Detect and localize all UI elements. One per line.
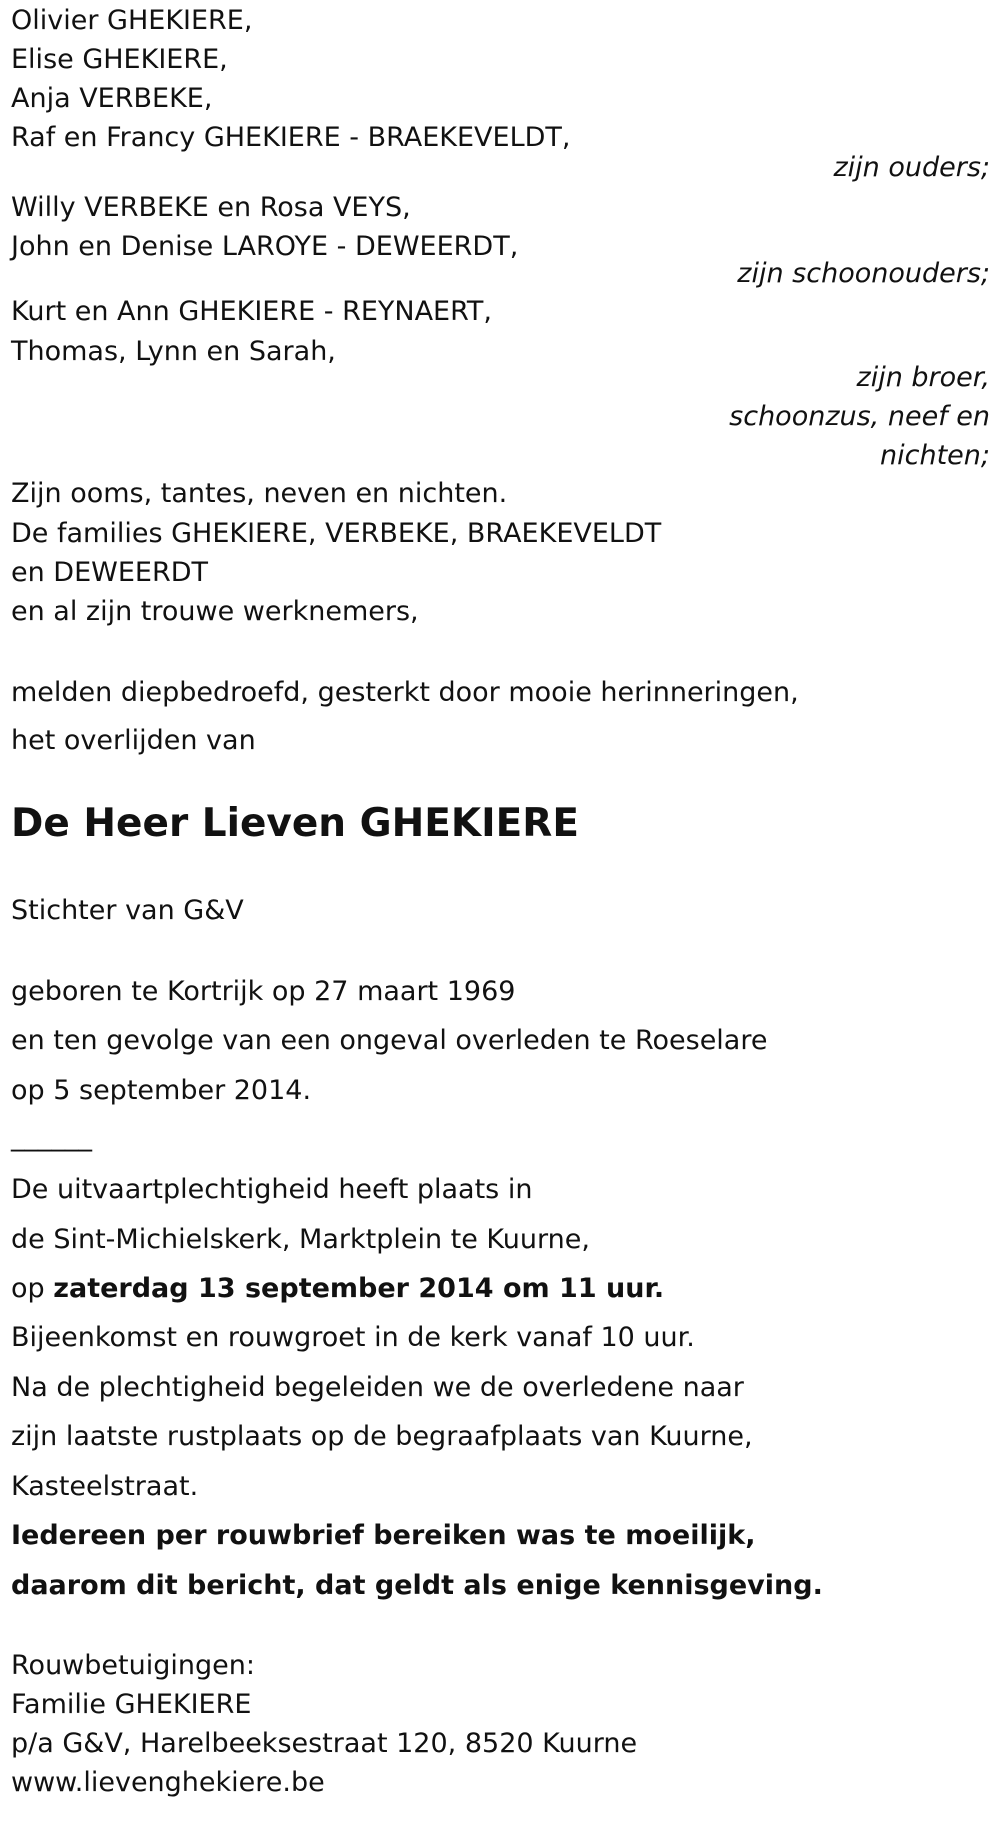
- condolences-line: Familie GHEKIERE: [11, 1689, 252, 1720]
- siblings-role: schoonzus, neef en: [729, 401, 990, 432]
- notice-line: Iedereen per rouwbrief bereiken was te moeilijk,: [11, 1520, 756, 1551]
- family-line: en al zijn trouwe werknemers,: [11, 596, 419, 627]
- separator: ______: [11, 1121, 92, 1152]
- deceased-name: De Heer Lieven GHEKIERE: [11, 801, 579, 846]
- family-line: De families GHEKIERE, VERBEKE, BRAEKEVELDT: [11, 518, 662, 549]
- in-law-line: John en Denise LAROYE - DEWEERDT,: [11, 231, 519, 262]
- parent-line: Olivier GHEKIERE,: [11, 5, 253, 36]
- siblings-role: nichten;: [880, 440, 990, 471]
- parent-line: Raf en Francy GHEKIERE - BRAEKEVELDT,: [11, 122, 571, 153]
- funeral-line: De uitvaartplechtigheid heeft plaats in: [11, 1174, 533, 1205]
- siblings-role: zijn broer,: [856, 362, 990, 393]
- funeral-line: Bijeenkomst en rouwgroet in de kerk vanaf 10 uur.: [11, 1322, 695, 1353]
- parent-line: Anja VERBEKE,: [11, 83, 213, 114]
- family-line: en DEWEERDT: [11, 557, 209, 588]
- funeral-line: de Sint-Michielskerk, Marktplein te Kuurne,: [11, 1224, 590, 1255]
- funeral-date-line: [11, 1273, 664, 1305]
- parent-line: Elise GHEKIERE,: [11, 44, 228, 75]
- sibling-line: Thomas, Lynn en Sarah,: [11, 336, 336, 367]
- funeral-date-prefix: op: [11, 1273, 45, 1304]
- condolences-address: p/a G&V, Harelbeeksestraat 120, 8520 Kuurne: [11, 1728, 638, 1759]
- in-laws-role: zijn schoonouders;: [737, 258, 990, 289]
- condolences-heading: Rouwbetuigingen:: [11, 1650, 255, 1681]
- family-line: Zijn ooms, tantes, neven en nichten.: [11, 478, 508, 509]
- birth-death-line: en ten gevolge van een ongeval overleden te Roeselare: [11, 1025, 768, 1056]
- funeral-line: zijn laatste rustplaats op de begraafplaats van Kuurne,: [11, 1421, 753, 1452]
- deceased-title: Stichter van G&V: [11, 895, 244, 926]
- funeral-line: Kasteelstraat.: [11, 1471, 199, 1502]
- funeral-date: zaterdag 13 september 2014 om 11 uur.: [53, 1273, 665, 1304]
- birth-death-line: geboren te Kortrijk op 27 maart 1969: [11, 976, 516, 1007]
- announcement-line: melden diepbedroefd, gesterkt door mooie herinneringen,: [11, 677, 799, 708]
- in-law-line: Willy VERBEKE en Rosa VEYS,: [11, 192, 411, 223]
- announcement-line: het overlijden van: [11, 725, 256, 756]
- notice-line: daarom dit bericht, dat geldt als enige kennisgeving.: [11, 1570, 823, 1601]
- condolences-website: www.lievenghekiere.be: [11, 1767, 325, 1798]
- funeral-line: Na de plechtigheid begeleiden we de overledene naar: [11, 1372, 744, 1403]
- parents-role: zijn ouders;: [833, 152, 990, 183]
- birth-death-line: op 5 september 2014.: [11, 1075, 312, 1106]
- sibling-line: Kurt en Ann GHEKIERE - REYNAERT,: [11, 296, 492, 327]
